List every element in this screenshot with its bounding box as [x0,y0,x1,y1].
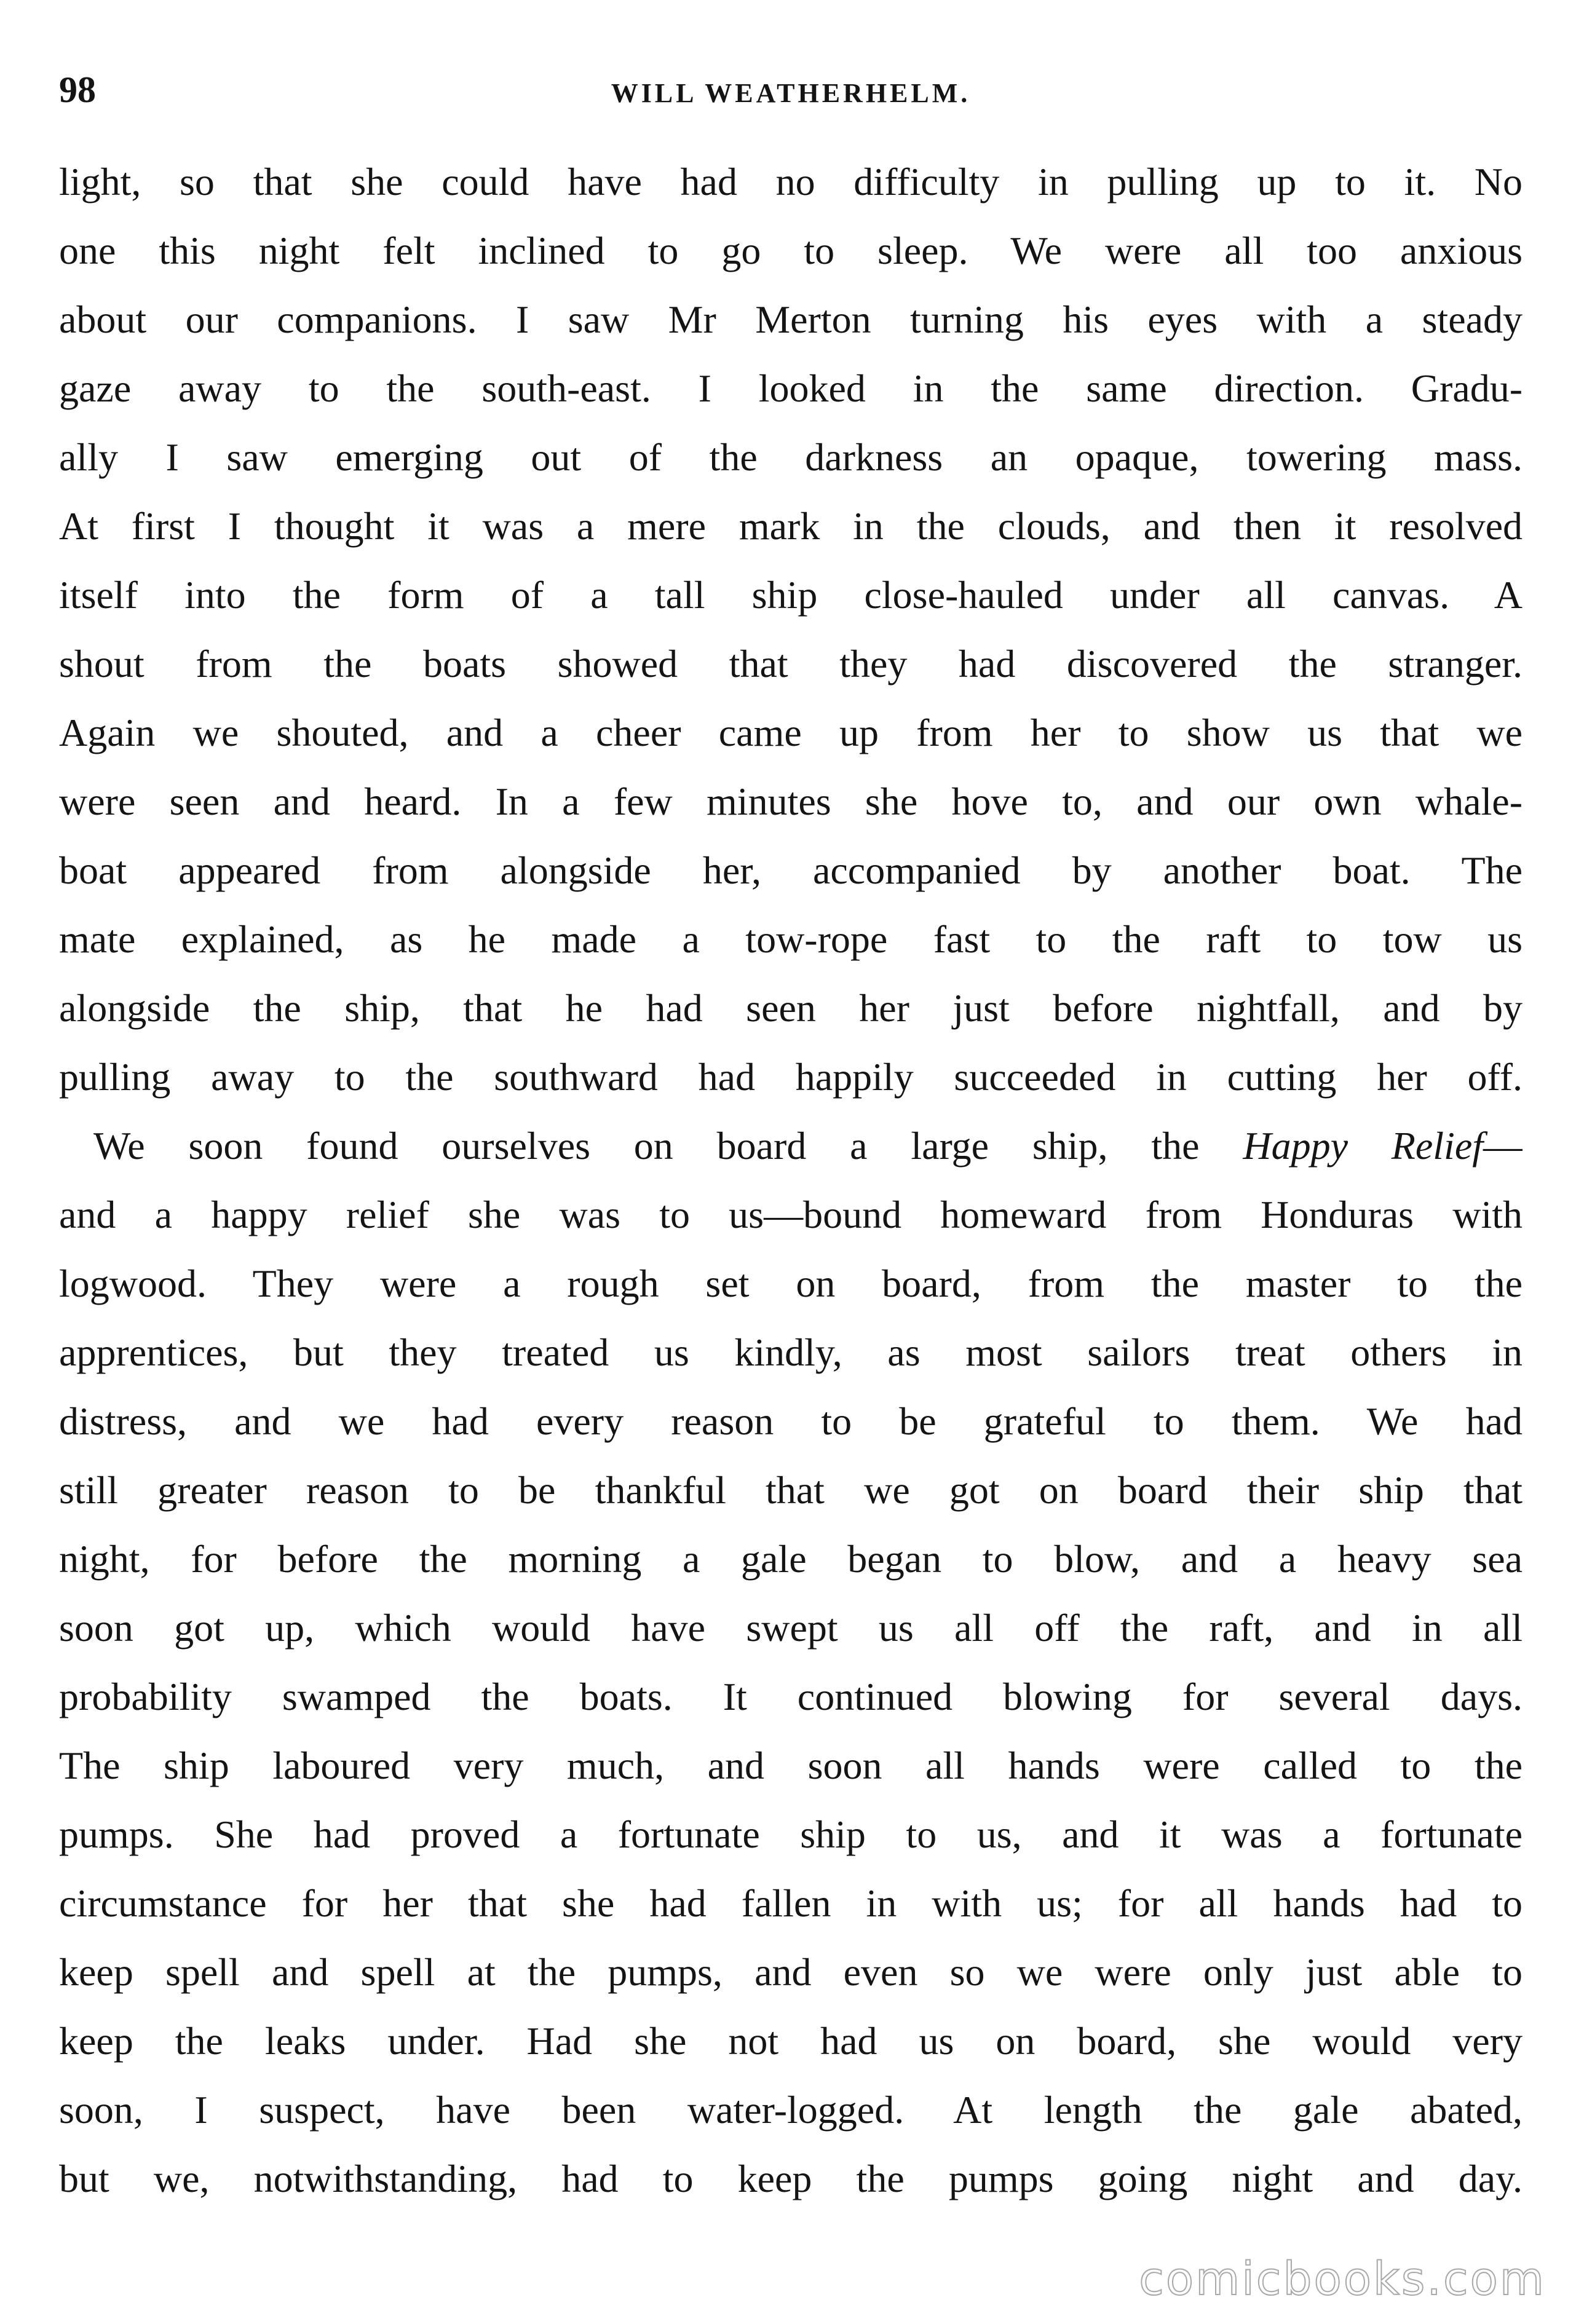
text-line: shout from the boats showed that they had discovered the stranger. [59,642,1523,686]
text-line: soon, I suspect, have been water-logged. At length the gale abated, [59,2088,1523,2132]
text-line: mate explained, as he made a tow-rope fast to the raft to tow us [59,917,1523,961]
text-line: Again we shouted, and a cheer came up from her to show us that we [59,711,1523,754]
text-line: still greater reason to be thankful that we got on board their ship that [59,1468,1523,1512]
paragraph-2 [59,1112,1523,2213]
text-line: probability swamped the boats. It continued blowing for several days. [59,1675,1523,1718]
running-head [59,65,1523,114]
text-line: At first I thought it was a mere mark in the clouds, and then it resolved [59,504,1523,548]
text-line: itself into the form of a tall ship close-hauled under all canvas. A [59,573,1523,617]
text-line: one this night felt inclined to go to sleep. We were all too anxious [59,229,1523,272]
text-line: pulling away to the southward had happily succeeded in cutting her off. [59,1055,1523,1099]
text-line: were seen and heard. In a few minutes she hove to, and our own whale- [59,780,1523,823]
text-line: keep the leaks under. Had she not had us on board, she would very [59,2019,1523,2063]
text-line: gaze away to the south-east. I looked in the same direction. Gradu- [59,366,1523,410]
text-line: but we, notwithstanding, had to keep the pumps going night and day. [59,2157,1523,2200]
watermark: comicbooks.com [1139,2253,1546,2306]
text-line: distress, and we had every reason to be grateful to them. We had [59,1399,1523,1443]
text-line: pumps. She had proved a fortunate ship to us, and it was a fortunate [59,1812,1523,1856]
text-line: logwood. They were a rough set on board, from the master to the [59,1262,1523,1305]
text-line: night, for before the morning a gale began to blow, and a heavy sea [59,1537,1523,1581]
text-line: alongside the ship, that he had seen her just before nightfall, and by [59,986,1523,1030]
body-text [59,148,1523,2213]
paragraph-1 [59,148,1523,1112]
text-line: The ship laboured very much, and soon all hands were called to the [59,1744,1523,1787]
text-line: keep spell and spell at the pumps, and even so we were only just able to [59,1950,1523,1994]
text-line: about our companions. I saw Mr Merton turning his eyes with a steady [59,298,1523,341]
page-number: 98 [59,69,96,110]
text-line: soon got up, which would have swept us all off the raft, and in all [59,1606,1523,1650]
text-line: light, so that she could have had no difficulty in pulling up to it. No [59,160,1523,204]
text-line: ally I saw emerging out of the darkness an opaque, towering mass. [59,435,1523,479]
text-line: and a happy relief she was to us—bound homeward from Honduras with [59,1193,1523,1236]
text-fragment: We soon found ourselves on board a large ship, the [93,1124,1243,1168]
text-line: boat appeared from alongside her, accompanied by another boat. The [59,848,1523,892]
running-title: WILL WEATHERHELM. [611,78,971,108]
text-line-first [59,1112,1523,1180]
text-line: circumstance for her that she had fallen in with us; for all hands had to [59,1881,1523,1925]
ship-name-italic: Happy Relief [1243,1124,1484,1168]
text-fragment: — [1483,1124,1523,1168]
text-line: apprentices, but they treated us kindly, as most sailors treat others in [59,1330,1523,1374]
